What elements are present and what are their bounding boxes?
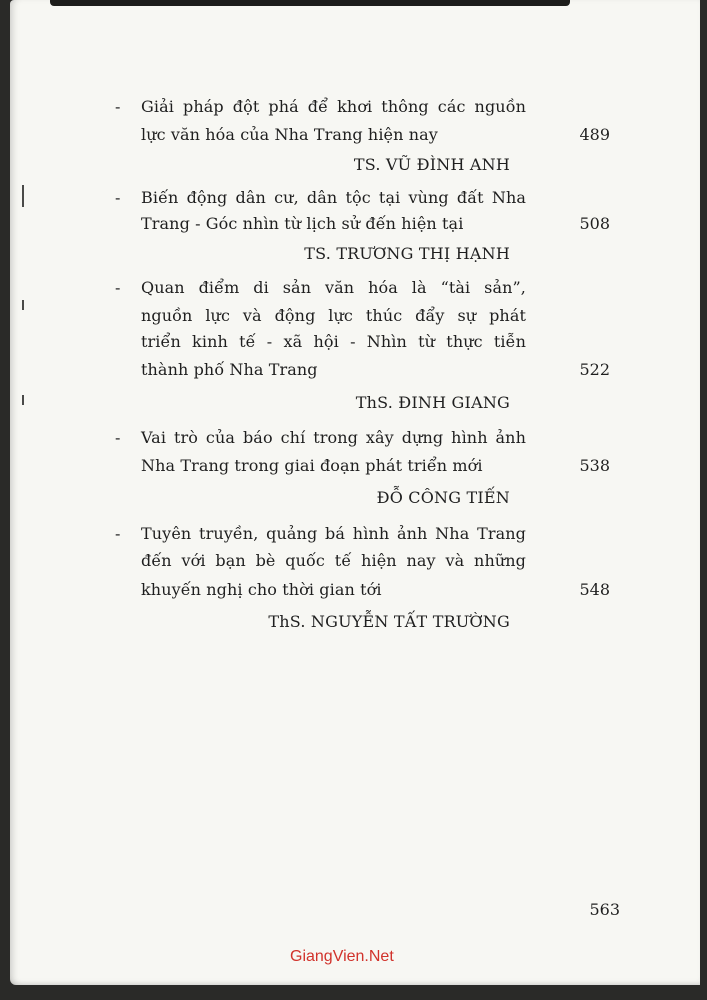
entry-title-line: khuyến nghị cho thời gian tới [141,580,382,599]
entry-author: ThS. NGUYỄN TẤT TRƯỜNG [268,612,510,631]
entry-title-line: nguồn lực và động lực thúc đẩy sự phát [141,306,526,325]
scan-edge-shadow [50,0,570,6]
entry-dash: - [115,524,121,543]
entry-author: ĐỖ CÔNG TIẾN [376,488,510,507]
book-page [10,0,700,985]
entry-author: TS. TRƯƠNG THỊ HẠNH [304,244,510,263]
entry-title-line: Trang - Góc nhìn từ lịch sử đến hiện tại [141,214,464,233]
entry-title-line: lực văn hóa của Nha Trang hiện nay [141,125,438,144]
entry-title-line: đến với bạn bè quốc tế hiện nay và những [141,551,526,570]
entry-title-line: thành phố Nha Trang [141,360,318,379]
entry-author: TS. VŨ ĐÌNH ANH [353,155,510,174]
margin-mark [22,185,24,207]
entry-title-line: Quan điểm di sản văn hóa là “tài sản”, [141,278,526,297]
margin-mark [22,395,24,405]
entry-dash: - [115,97,121,116]
entry-dash: - [115,188,121,207]
entry-title-line: Nha Trang trong giai đoạn phát triển mới [141,456,483,475]
entry-page-number: 508 [579,214,610,233]
entry-dash: - [115,428,121,447]
margin-mark [22,300,24,310]
entry-title-line: Vai trò của báo chí trong xây dựng hình ảnh [141,428,526,447]
watermark-link[interactable]: GiangVien.Net [290,948,394,965]
entry-title-line: Tuyên truyền, quảng bá hình ảnh Nha Trang [141,524,526,543]
entry-title-line: Biến động dân cư, dân tộc tại vùng đất Nha [141,188,526,207]
entry-page-number: 489 [579,125,610,144]
entry-title-line: triển kinh tế - xã hội - Nhìn từ thực tiễn [141,332,526,351]
entry-page-number: 522 [579,360,610,379]
entry-author: ThS. ĐINH GIANG [355,393,510,412]
entry-title-line: Giải pháp đột phá để khơi thông các nguồn [141,97,526,116]
entry-page-number: 538 [579,456,610,475]
entry-page-number: 548 [579,580,610,599]
page-folio-number: 563 [589,900,620,919]
entry-dash: - [115,278,121,297]
